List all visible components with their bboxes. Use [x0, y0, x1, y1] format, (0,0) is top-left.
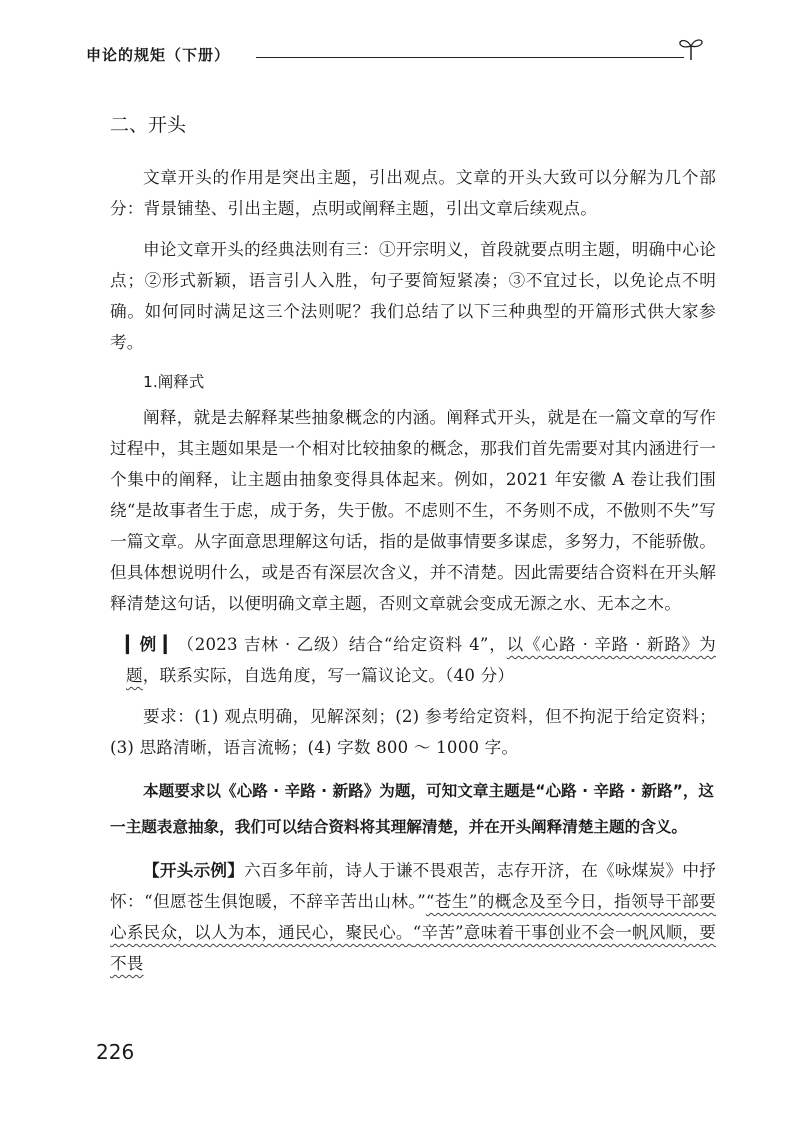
header-rule [256, 57, 684, 58]
paragraph-explanatory: 阐释，就是去解释某些抽象概念的内涵。阐释式开头，就是在一篇文章的写作过程中，其主题如果是一个相对比较抽象的概念，那我们首先需要对其内涵进行一个集中的阐释，让主题由抽象变得具体起来。例如，2021 年安徽 A 卷让我们围绕“是故事者生于虑，成于务，失于傲。不虑则不生，不务则不成，不傲则不失”写一篇文章。从字面意思理解这句话，指的是做事情要多谋虑，多努力，不能骄傲。但具体想说明什么，或是否有深层次含义，并不清楚。因此需要结合资料在开头解释清楚这句话，以便明确文章主题，否则文章就会变成无源之水、无本之木。 [110, 408, 716, 613]
example-prompt [110, 629, 716, 691]
section-title: 二、开头 [110, 114, 187, 136]
example-title-underlined: 以《心路 · 辛路 · 新路》为题 [126, 635, 716, 685]
opening-example [110, 855, 716, 979]
page-number: 226 [96, 1040, 135, 1064]
example-text-before: （2023 吉林 · 乙级）结合“给定资料 4”， [176, 635, 507, 654]
sprout-icon [676, 34, 706, 64]
opening-text: 六百多年前，诗人于谦不畏艰苦，志存开济，在《咏煤炭》中抒怀：“但愿苍生俱饱暖，不辞辛苦出山林。” [110, 861, 717, 911]
opening-underlined-2: “辛苦”意味着干事创业不会一帆风顺，要不畏 [110, 923, 716, 973]
example-label: ▎例 ▎ [126, 635, 177, 654]
running-header [86, 40, 706, 70]
opening-label: 【开头示例】 [143, 861, 245, 880]
example-text-after: ，联系实际，自选角度，写一篇议论文。（40 分） [142, 666, 515, 685]
opening-underlined-1: “苍生”的概念及至今日，指领导干部要心系民众，以人为本，通民心，聚民心。 [110, 892, 716, 942]
book-title: 申论的规矩（下册） [86, 46, 231, 64]
requirements-text: 要求：(1) 观点明确，见解深刻；(2) 参考给定资料，但不拘泥于给定资料；(3) 思路清晰，语言流畅；(4) 字数 800 ～ 1000 字。 [110, 707, 716, 757]
paragraph-intro: 文章开头的作用是突出主题，引出观点。文章的开头大致可以分解为几个部分：背景铺垫、引出主题，点明或阐释主题，引出文章后续观点。 [110, 168, 716, 218]
paragraph-rules: 申论文章开头的经典法则有三：①开宗明义，首段就要点明主题，明确中心论点；②形式新颖，语言引人入胜，句子要简短紧凑；③不宜过长，以免论点不明确。如何同时满足这三个法则呢？我们总结了以下三种典型的开篇形式供大家参考。 [110, 240, 716, 352]
analysis-text: 本题要求以《心路 · 辛路 · 新路》为题，可知文章主题是“心路 · 辛路 · 新路”，这一主题表意抽象，我们可以结合资料将其理解清楚，并在开头阐释清楚主题的含义。 [110, 782, 715, 836]
page-content [110, 112, 716, 989]
subheading-explanatory: 1.阐释式 [143, 373, 205, 391]
